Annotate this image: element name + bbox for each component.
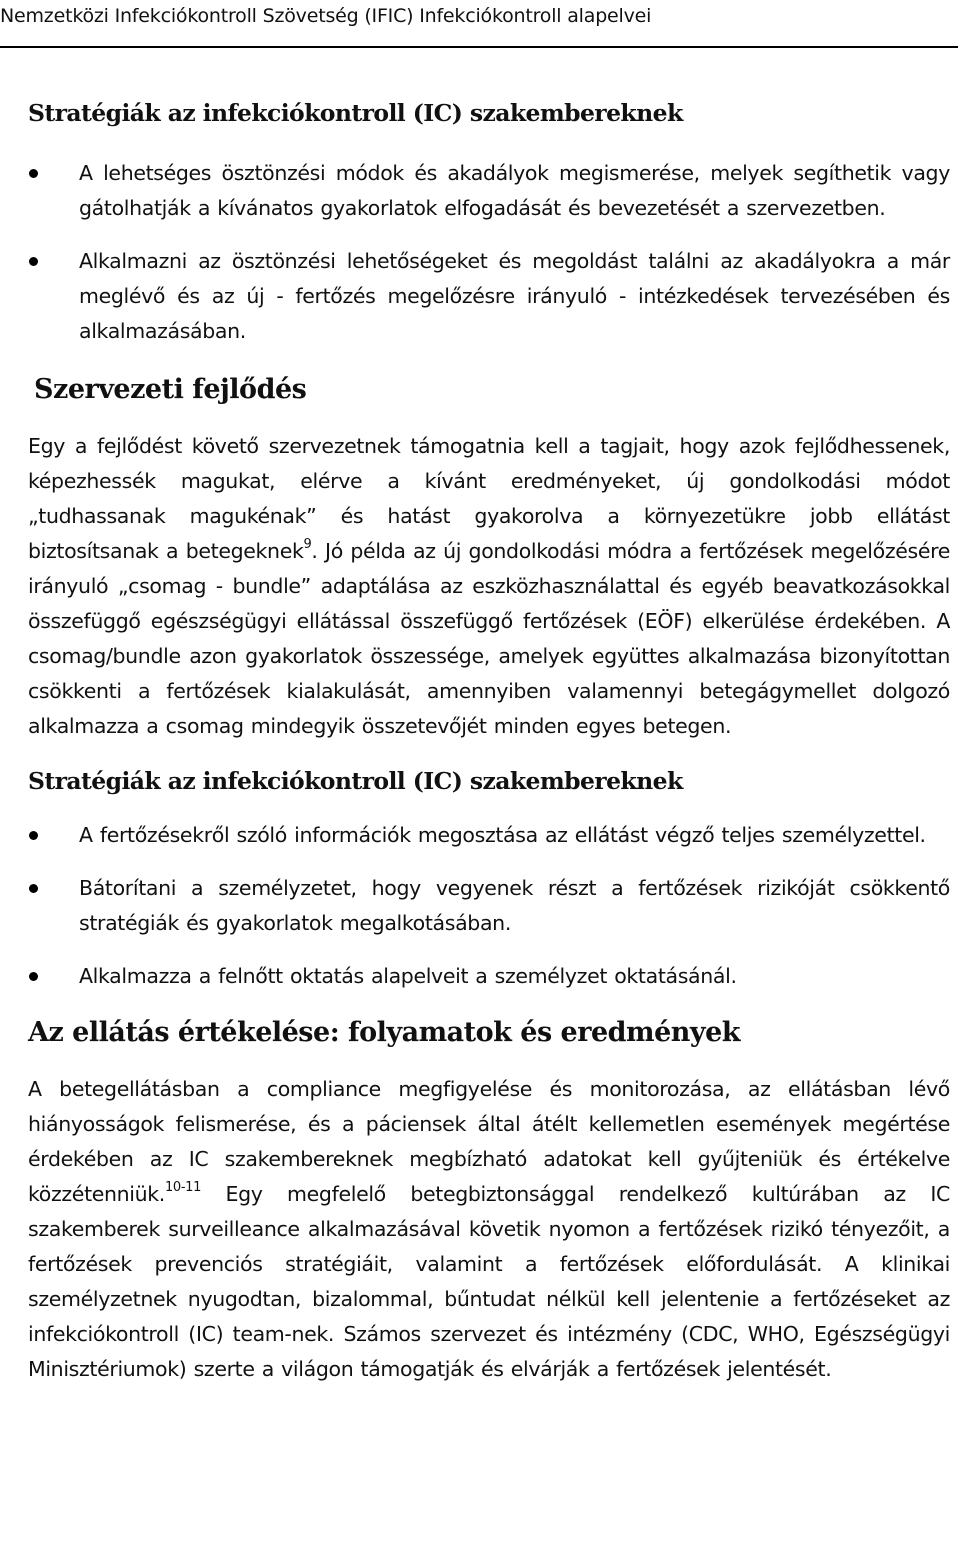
section-heading-organizational-development: Szervezeti fejlődés	[34, 374, 307, 405]
list-item	[28, 156, 950, 226]
section-heading-care-evaluation: Az ellátás értékelése: folyamatok és eredmények	[28, 1017, 740, 1048]
list-item-text: Alkalmazza a felnőtt oktatás alapelveit a személyzet oktatásánál.	[79, 964, 737, 988]
list-item	[28, 959, 950, 994]
bullet-icon	[29, 831, 38, 840]
list-item-text: A lehetséges ösztönzési módok és akadályok megismerése, melyek segíthetik vagy gátolhatják a kívánatos gyakorlatok elfogadását és bevezetését a szervezetben.	[79, 161, 950, 220]
document-body	[28, 96, 950, 1387]
bullet-icon	[29, 169, 38, 178]
bullet-icon	[29, 257, 38, 266]
list-item	[28, 244, 950, 349]
paragraph-text: Egy megfelelő betegbiztonsággal rendelkező kultúrában az IC szakemberek surveilleance alkalmazásával követik nyomon a fertőzések rizikó tényezőit, a fertőzések prevenciós stratégiáit, valamint a fertőzések előfordulását. A klinikai személyzetnek nyugodtan, bizalommal, bűntudat nélkül kell jelentenie a fertőzéseket az infekciókontroll (IC) team-nek. Számos szervezet és intézmény (CDC, WHO, Egészségügyi Minisztériumok) szerte a világon támogatják és elvárják a fertőzések jelentését.	[28, 1182, 950, 1381]
section-heading-strategies-1: Stratégiák az infekciókontroll (IC) szakembereknek	[28, 99, 683, 127]
list-item	[28, 871, 950, 941]
reference-marker: 9	[303, 537, 312, 552]
paragraph-care-evaluation	[28, 1072, 950, 1387]
list-item-text: Alkalmazni az ösztönzési lehetőségeket és megoldást találni az akadályokra a már meglévő és az új - fertőzés megelőzésre irányuló - intézkedések tervezésében és alkalmazásában.	[79, 249, 950, 343]
list-item	[28, 818, 950, 853]
list-item-text: Bátorítani a személyzetet, hogy vegyenek részt a fertőzések rizikóját csökkentő stratégiák és gyakorlatok megalkotásában.	[79, 876, 950, 935]
bullet-list-strategies-1	[28, 156, 950, 349]
reference-marker: 10-11	[164, 1180, 202, 1195]
paragraph-text: A betegellátásban a compliance megfigyelése és monitorozása, az ellátásban lévő hiányosságok felismerése, és a páciensek által átélt kellemetlen események megértése érdekében az IC szakembereknek megbízható adatokat kell gyűjteniük és értékelve közzétenniük.	[28, 1077, 950, 1206]
running-header: Nemzetközi Infekciókontroll Szövetség (IFIC) Infekciókontroll alapelvei	[0, 5, 652, 27]
list-item-text: A fertőzésekről szóló információk megosztása az ellátást végző teljes személyzettel.	[79, 823, 926, 847]
bullet-icon	[29, 884, 38, 893]
bullet-icon	[29, 972, 38, 981]
paragraph-organizational-development	[28, 429, 950, 744]
header-rule	[0, 46, 958, 48]
paragraph-text: . Jó példa az új gondolkodási módra a fertőzések megelőzésére irányuló „csomag - bundle” adaptálása az eszközhasználattal és egyéb beavatkozásokkal összefüggő egészségügyi ellátással összefüggő fertőzések (EÖF) elkerülése érdekében. A csomag/bundle azon gyakorlatok összessége, amelyek együttes alkalmazása bizonyítottan csökkenti a fertőzések kialakulását, amennyiben valamennyi betegágymellet dolgozó alkalmazza a csomag mindegyik összetevőjét minden egyes betegen.	[28, 539, 950, 738]
section-heading-strategies-2: Stratégiák az infekciókontroll (IC) szakembereknek	[28, 767, 683, 795]
bullet-list-strategies-2	[28, 818, 950, 994]
paragraph-text: Egy a fejlődést követő szervezetnek támogatnia kell a tagjait, hogy azok fejlődhessenek, képezhessék magukat, elérve a kívánt eredményeket, új gondolkodási módot „tudhassanak magukénak” és hatást gyakorolva a környezetükre jobb ellátást biztosítsanak a betegeknek	[28, 434, 950, 563]
